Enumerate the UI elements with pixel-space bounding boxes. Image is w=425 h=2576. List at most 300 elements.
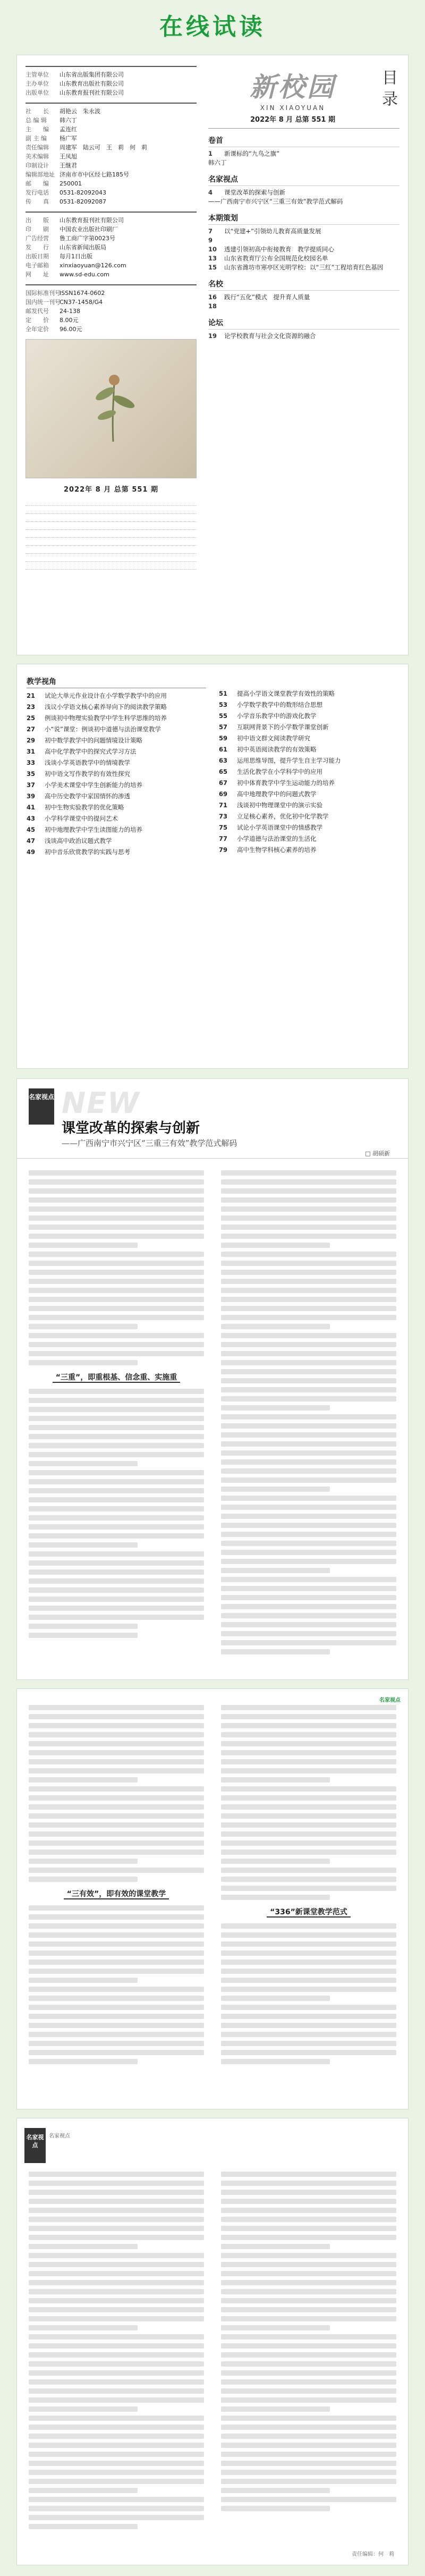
contents-heading: 目录 xyxy=(379,69,397,112)
list-item[interactable] xyxy=(27,770,206,778)
masthead-value: 韩六丁 xyxy=(60,117,77,124)
masthead-key: 责任编辑 xyxy=(26,144,49,151)
masthead-row xyxy=(26,316,197,325)
toc-section-title: 名家视点 xyxy=(208,174,400,186)
cover-note-line xyxy=(26,554,197,562)
list-title-text: 例谈初中物理实验教学中学生科学思维的培养 xyxy=(45,714,167,722)
list-item-title xyxy=(45,725,206,733)
masthead-key: 印 刷 xyxy=(26,226,49,233)
list-page-number: 43 xyxy=(27,815,36,822)
text-block xyxy=(221,2172,396,2511)
text-line xyxy=(221,1243,330,1248)
masthead-key: 定 价 xyxy=(26,317,49,324)
masthead-key: 出版日期 xyxy=(26,253,49,260)
text-line xyxy=(29,1732,204,1737)
toc-page-number: 18 xyxy=(208,302,217,310)
text-line xyxy=(221,2415,396,2421)
list-page-number: 75 xyxy=(219,824,228,831)
list-item[interactable] xyxy=(27,703,206,711)
list-item-title xyxy=(237,812,398,821)
feature-header xyxy=(17,1079,408,1159)
masthead-key: 发行电话 xyxy=(26,189,49,196)
masthead-row xyxy=(26,234,197,243)
list-title-text: 小学音乐教学中的游戏化教学 xyxy=(237,712,317,720)
list-page-number: 35 xyxy=(27,770,36,778)
cover-note-line xyxy=(26,538,197,546)
list-item-title xyxy=(237,756,398,765)
list-title-text: 初中音乐欣赏教学的实践与思考 xyxy=(45,848,130,856)
masthead-value: 8.00元 xyxy=(60,317,79,324)
text-line xyxy=(221,1252,396,1257)
list-item-title xyxy=(45,736,206,745)
list-item[interactable] xyxy=(219,834,398,843)
text-line xyxy=(29,2217,204,2222)
text-line xyxy=(29,2041,204,2046)
text-line xyxy=(221,1795,396,1801)
text-line xyxy=(29,2524,138,2529)
list-page-number: 55 xyxy=(219,712,228,720)
list-page-number: 77 xyxy=(219,835,228,842)
text-line xyxy=(29,2235,204,2240)
text-line xyxy=(221,1768,396,1773)
text-line xyxy=(29,1342,204,1347)
list-item-title xyxy=(237,834,398,843)
text-line xyxy=(29,2005,204,2010)
list-item[interactable] xyxy=(27,837,206,845)
text-line xyxy=(29,2470,204,2475)
text-line xyxy=(221,1987,396,1992)
text-line xyxy=(29,2271,204,2276)
masthead-key: 主 编 xyxy=(26,126,49,133)
text-line xyxy=(29,2172,204,2177)
text-line xyxy=(29,1443,204,1448)
text-line xyxy=(221,1197,396,1203)
text-line xyxy=(221,1813,396,1819)
masthead-key: 社 长 xyxy=(26,108,49,115)
list-title-text: 小学道德与法治课堂的生活化 xyxy=(237,835,317,842)
list-title-text: 初中体育教学中学生运动能力的培养 xyxy=(237,779,335,787)
text-line xyxy=(221,2379,396,2385)
masthead-key: 国际标准刊号 xyxy=(26,290,61,297)
text-line xyxy=(29,1768,204,1773)
list-item[interactable] xyxy=(219,712,398,720)
text-line xyxy=(221,2388,396,2394)
toc-item-title: 山东省教育厅公布全国规范化校园名单 xyxy=(224,255,328,262)
toc-item[interactable] xyxy=(208,254,400,263)
masthead-row xyxy=(26,152,197,161)
text-line xyxy=(29,2262,204,2267)
text-line xyxy=(29,1224,204,1230)
list-title-text: 互联网背景下的小学数学课堂创新 xyxy=(237,723,329,731)
text-line xyxy=(221,1224,396,1230)
toc-item[interactable] xyxy=(208,245,400,254)
toc-page-number: 1 xyxy=(208,150,213,157)
list-page-number: 59 xyxy=(219,734,228,742)
list-item[interactable] xyxy=(219,801,398,809)
text-line xyxy=(221,2325,330,2330)
text-line xyxy=(29,1633,138,1638)
list-title-text: 试论大单元作业设计在小学数学教学中的应用 xyxy=(45,692,167,699)
toc-page-number: 16 xyxy=(208,293,217,301)
toc-item-title: 新课标的“九鸟之旗” xyxy=(224,150,279,157)
list-item[interactable] xyxy=(27,825,206,834)
toc-section xyxy=(208,213,400,272)
cover-note-line xyxy=(26,498,197,506)
text-line xyxy=(221,2497,396,2502)
magazine-header xyxy=(208,66,400,129)
list-item[interactable] xyxy=(27,792,206,800)
toc-item[interactable] xyxy=(208,263,400,272)
masthead-row xyxy=(26,134,197,143)
text-line xyxy=(221,1786,396,1792)
list-item-title xyxy=(237,823,398,832)
list-title-text: 初中英语阅读教学的有效策略 xyxy=(237,746,317,753)
text-line xyxy=(29,2253,204,2258)
list-title-text: 初中生物实验教学的优化策略 xyxy=(45,804,124,811)
text-line xyxy=(29,1188,204,1194)
list-page-number: 47 xyxy=(27,837,36,844)
text-line xyxy=(221,1859,330,1864)
masthead-value: 王凤旭 xyxy=(60,153,77,160)
masthead-value: 山东教育报刊社有限公司 xyxy=(60,89,124,96)
text-line xyxy=(29,1270,204,1275)
masthead-row xyxy=(26,179,197,188)
text-line xyxy=(221,1234,396,1239)
text-line xyxy=(221,1206,396,1212)
masthead-value: 0531-82092043 xyxy=(60,189,106,196)
list-item[interactable] xyxy=(219,812,398,821)
masthead-contents-page xyxy=(17,55,408,655)
text-line xyxy=(29,1261,204,1266)
article-list-right xyxy=(219,676,398,857)
list-item[interactable] xyxy=(27,736,206,745)
section-heading xyxy=(221,1906,396,1917)
text-line xyxy=(221,2434,396,2439)
text-line xyxy=(29,1197,204,1203)
text-line xyxy=(29,1950,204,1956)
text-line xyxy=(29,1551,204,1557)
list-item-title xyxy=(237,723,398,731)
toc-item[interactable] xyxy=(208,227,400,236)
list-page-number: 23 xyxy=(27,703,36,711)
masthead-block-staff xyxy=(26,103,197,206)
text-line xyxy=(221,1496,396,1501)
text-line xyxy=(221,2253,396,2258)
text-line xyxy=(221,2406,330,2412)
text-line xyxy=(221,1270,396,1275)
list-item-title xyxy=(237,734,398,742)
masthead-value: 鲁工商广字第0023号 xyxy=(60,235,115,242)
feature-author: □ 胡硕新 xyxy=(365,1150,390,1157)
text-line xyxy=(29,2370,204,2376)
text-line xyxy=(29,2497,204,2502)
list-page-number: 49 xyxy=(27,848,36,856)
text-line xyxy=(221,2488,330,2493)
toc-item[interactable] xyxy=(208,293,400,302)
masthead-value: 山东省出版集团有限公司 xyxy=(60,71,124,78)
list-page-number: 69 xyxy=(219,790,228,798)
text-line xyxy=(29,1333,204,1338)
text-line xyxy=(29,2406,138,2412)
text-line xyxy=(221,2370,396,2376)
text-line xyxy=(221,1423,396,1429)
magazine-logo xyxy=(208,66,377,124)
list-page-number: 65 xyxy=(219,768,228,775)
table-of-contents xyxy=(208,135,400,341)
toc-item-title xyxy=(224,236,400,245)
list-title-text: 浅谈高中政治议题式教学 xyxy=(45,837,112,844)
list-item[interactable] xyxy=(27,814,206,823)
text-line xyxy=(221,1360,396,1365)
text-block xyxy=(29,1905,204,2064)
list-item[interactable] xyxy=(219,734,398,742)
masthead-value: www.sd-edu.com xyxy=(60,271,109,278)
text-line xyxy=(221,1932,396,1938)
masthead-key: 总 编 辑 xyxy=(26,117,47,124)
text-line xyxy=(221,2479,396,2484)
list-item-title xyxy=(45,691,206,700)
list-page-number: 37 xyxy=(27,781,36,789)
list-section-title: 教学视角 xyxy=(27,676,206,688)
text-line xyxy=(221,1969,396,1974)
text-line xyxy=(221,1559,396,1564)
list-item[interactable] xyxy=(27,781,206,789)
cover-date: 2022年 8 月 总第 551 期 xyxy=(64,486,158,494)
toc-item-author: 韩六丁 xyxy=(208,159,227,166)
section-heading xyxy=(29,1888,204,1899)
text-line xyxy=(221,1532,396,1537)
list-item[interactable] xyxy=(27,803,206,812)
text-line xyxy=(29,1179,204,1185)
text-line xyxy=(221,1405,330,1411)
text-line xyxy=(221,2397,396,2403)
text-line xyxy=(221,1505,396,1510)
text-line xyxy=(221,2217,396,2222)
text-line xyxy=(221,2307,396,2312)
list-title-text: 小学科学课堂中的提问艺术 xyxy=(45,815,118,822)
text-line xyxy=(29,1234,204,1239)
text-line xyxy=(29,2461,204,2466)
masthead-value: 每月1日出版 xyxy=(60,253,92,260)
masthead-block-print xyxy=(26,212,197,279)
text-line xyxy=(29,1416,204,1421)
list-item[interactable] xyxy=(219,779,398,787)
text-line xyxy=(221,1640,396,1645)
list-item[interactable] xyxy=(27,747,206,756)
list-item[interactable] xyxy=(219,790,398,798)
list-title-text: 立足核心素养，优化初中化学教学 xyxy=(237,813,329,820)
text-line xyxy=(29,1461,138,1466)
text-line xyxy=(221,1315,396,1320)
list-page-number: 71 xyxy=(219,801,228,809)
list-page-number: 25 xyxy=(27,714,36,722)
text-line xyxy=(221,1741,396,1746)
text-line xyxy=(29,2190,204,2195)
text-line xyxy=(221,1804,396,1810)
text-block xyxy=(221,1170,396,1654)
text-line xyxy=(29,1932,204,1938)
continuation-col-left xyxy=(29,1705,204,2068)
list-item[interactable] xyxy=(219,700,398,709)
text-line xyxy=(29,1515,204,1521)
masthead-value: CN37-1458/G4 xyxy=(60,299,103,306)
list-title-text: 生活化教学在小学科学中的应用 xyxy=(237,768,322,775)
masthead-value: 杨广军 xyxy=(60,135,77,142)
masthead-key: 印制设计 xyxy=(26,162,49,169)
masthead-key: 编辑部地址 xyxy=(26,171,55,178)
list-page-number: 57 xyxy=(219,723,228,731)
article-list-left xyxy=(27,676,206,859)
toc-item[interactable] xyxy=(208,188,400,197)
text-line xyxy=(221,1477,396,1483)
text-line xyxy=(221,2050,396,2055)
text-line xyxy=(221,1459,396,1465)
text-line xyxy=(221,1723,396,1728)
text-line xyxy=(29,2343,204,2349)
list-title-text: 高中生物学科核心素养的培养 xyxy=(237,846,317,854)
masthead-key: 全年定价 xyxy=(26,326,49,333)
toc-item[interactable] xyxy=(208,236,400,245)
text-line xyxy=(221,1895,330,1900)
toc-item[interactable] xyxy=(208,302,400,311)
text-block xyxy=(29,1389,204,1638)
list-item-title xyxy=(45,770,206,778)
toc-column xyxy=(208,66,400,341)
text-line xyxy=(29,2488,138,2493)
list-page-number: 21 xyxy=(27,692,36,699)
text-line xyxy=(29,1398,204,1403)
text-line xyxy=(29,1315,204,1320)
plant-icon xyxy=(81,362,145,442)
list-page-number: 79 xyxy=(219,846,228,854)
toc-item-author: ——广西南宁市兴宁区“三重三有效”教学范式解码 xyxy=(208,198,343,205)
text-line xyxy=(29,1587,204,1593)
text-line xyxy=(29,1813,204,1819)
text-line xyxy=(221,2059,330,2064)
text-line xyxy=(29,2479,204,2484)
masthead-row xyxy=(26,125,197,134)
text-line xyxy=(29,2050,204,2055)
text-line xyxy=(29,1297,204,1302)
text-line xyxy=(29,1306,204,1311)
text-line xyxy=(221,1188,396,1194)
masthead-block-numbers xyxy=(26,284,197,334)
list-page-number: 27 xyxy=(27,725,36,733)
masthead-value: 周建军 陆云可 王 莉 何 莉 xyxy=(60,144,147,151)
list-item-title xyxy=(237,779,398,787)
toc-item[interactable] xyxy=(208,332,400,341)
list-item[interactable] xyxy=(219,846,398,854)
text-line xyxy=(221,2208,396,2213)
text-line xyxy=(29,1877,138,1882)
masthead-row xyxy=(26,107,197,116)
list-page-number: 33 xyxy=(27,759,36,766)
list-title-text: 浅议小学语文核心素养导向下的阅读教学策略 xyxy=(45,703,167,711)
text-line xyxy=(29,1389,204,1394)
text-line xyxy=(29,1606,204,1611)
text-line xyxy=(221,1306,396,1311)
list-item[interactable] xyxy=(27,691,206,700)
list-title-text: 高中历史教学中家国情怀的渗透 xyxy=(45,792,130,800)
masthead-column xyxy=(26,66,197,578)
text-line xyxy=(221,1324,330,1329)
list-item-title xyxy=(237,801,398,809)
text-line xyxy=(221,1279,396,1284)
text-line xyxy=(29,2181,204,2186)
text-block xyxy=(221,1705,396,1900)
text-line xyxy=(221,1432,396,1438)
list-item[interactable] xyxy=(219,723,398,731)
text-line xyxy=(221,2280,396,2285)
text-line xyxy=(29,1978,138,1983)
masthead-key: 美术编辑 xyxy=(26,153,49,160)
text-line xyxy=(29,1714,204,1719)
text-line xyxy=(29,1479,204,1484)
text-line xyxy=(221,1759,396,1764)
text-line xyxy=(29,1206,204,1212)
text-line xyxy=(29,2325,138,2330)
text-line xyxy=(29,1351,204,1356)
list-item[interactable] xyxy=(219,756,398,765)
list-item[interactable] xyxy=(27,714,206,722)
list-item[interactable] xyxy=(219,767,398,776)
list-item[interactable] xyxy=(219,689,398,698)
banner-title: 在线试读 xyxy=(159,13,266,40)
list-item-title xyxy=(237,767,398,776)
masthead-row xyxy=(26,197,197,206)
text-line xyxy=(29,1723,204,1728)
text-line xyxy=(221,2352,396,2358)
article-final-page xyxy=(17,2118,408,2565)
list-title-text: 小学美术课堂中学生创新能力的培养 xyxy=(45,781,142,789)
text-line xyxy=(29,1524,204,1530)
toc-item-title: 山东省潍坊市寒亭区光明学校：以“三红”工程培育红色基因 xyxy=(224,264,384,271)
toc-item[interactable] xyxy=(208,149,400,158)
text-line xyxy=(29,1759,204,1764)
masthead-key: 副 主 编 xyxy=(26,135,47,142)
text-line xyxy=(29,1542,138,1548)
masthead-row xyxy=(26,88,197,97)
text-line xyxy=(29,1497,204,1502)
masthead-value: ISSN1674-0602 xyxy=(60,290,105,297)
list-item[interactable] xyxy=(27,758,206,767)
text-block xyxy=(29,1170,204,1365)
toc-section-title: 名校 xyxy=(208,278,400,291)
list-item[interactable] xyxy=(219,823,398,832)
list-page-number: 31 xyxy=(27,748,36,755)
list-item[interactable] xyxy=(27,848,206,856)
text-line xyxy=(221,2443,396,2448)
text-line xyxy=(29,1252,204,1257)
text-line xyxy=(221,1541,396,1546)
text-line xyxy=(221,1714,396,1719)
list-item[interactable] xyxy=(27,725,206,733)
masthead-key: 主办单位 xyxy=(26,80,49,87)
cover-note-line xyxy=(26,530,197,538)
continuation-col-right xyxy=(221,1705,396,2068)
list-title-text: 初中地理教学中学生读图能力的培养 xyxy=(45,826,142,833)
text-line xyxy=(29,2289,204,2294)
text-line xyxy=(221,1877,396,1882)
page-footer: 责任编辑：何 莉 xyxy=(352,2552,394,2557)
text-line xyxy=(29,1849,204,1855)
text-line xyxy=(221,2235,396,2240)
article-list-page xyxy=(17,664,408,1068)
masthead-key: 发 行 xyxy=(26,244,49,251)
text-line xyxy=(221,1960,396,1965)
text-line xyxy=(221,1631,396,1636)
list-item[interactable] xyxy=(219,745,398,754)
